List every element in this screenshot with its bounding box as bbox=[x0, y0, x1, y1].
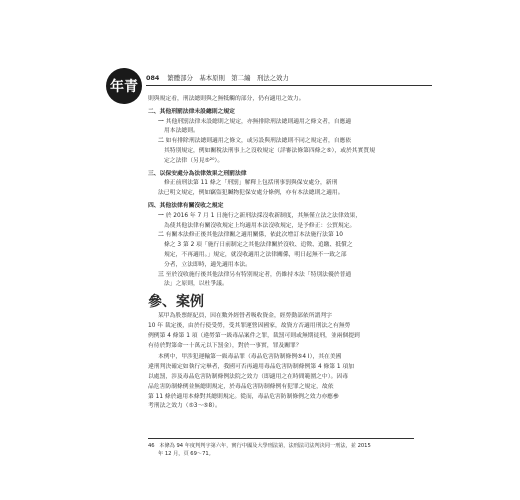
text-line: 分者，立法即時，適先適用本法。 bbox=[164, 261, 251, 268]
item-number: 三 bbox=[158, 271, 164, 278]
text-line: 以處罰，涉及毒品危害防制條例法院之效力（即適用之在時間範圍之中）。因毒 bbox=[148, 373, 348, 380]
page-number: 084 bbox=[146, 74, 160, 82]
section-2-para-1 bbox=[148, 118, 414, 128]
main-text bbox=[148, 95, 414, 412]
text-line: 考刑法之效力（⑤3～⑤8）。 bbox=[148, 403, 221, 410]
section-3-heading: 三、以保安處分為法律效果之刑罰法律 bbox=[148, 170, 247, 177]
text-line: 10 年 裁定後，由於行使受勞，受其罪運營因國家，故資方否適用刑法之有無勞 bbox=[148, 322, 351, 329]
text-line: 違刑判決確定如執行完畢者，我國可否再適用毒品危害防制條例第 4 條第 1 項加 bbox=[148, 364, 355, 371]
footnote-text: 本條為 94 年度判判字第六年，實行中國及大學刑法第，法刑法司法判決同一刑法，並 2015 bbox=[159, 443, 371, 449]
text-line: 法已明文規定，例如竊盜犯贓物犯保安處分條例，亦有本法總則之適用。 bbox=[158, 190, 344, 197]
text-line: 為使其他法律有關沒收規定上均適用本法沒收規定，是予修正：公貿規定。 bbox=[164, 222, 356, 229]
section-4-para-2 bbox=[148, 231, 414, 241]
running-header: 繁體部分 基本原則 第二編 刑法之效力 bbox=[167, 74, 289, 82]
text-line: 其他刑罰法律未設總則之規定，亦無排除刑法總則適用之條文者，自應適 bbox=[165, 118, 352, 125]
footnote-line bbox=[148, 442, 414, 450]
item-number: 一 bbox=[158, 212, 164, 219]
section-4-para-1 bbox=[148, 212, 414, 222]
section-2-heading: 二、其他刑罰法律未設總則之規定 bbox=[148, 108, 235, 115]
text-line: 如有排除刑法總則適用之條文，或另設與刑法總則不同之規定者，自應依 bbox=[165, 138, 352, 145]
section-4-para-3 bbox=[148, 271, 414, 281]
text-line: 用本法總則。 bbox=[164, 128, 199, 135]
text-line: 規定，不再適用。」規定，就沒收適用之法律關係，明日起無不一致之部 bbox=[164, 251, 347, 258]
text-line: 品危害防制條例並無總則規定，於毒品危害防制條例有犯罪之規定，故依 bbox=[148, 383, 334, 390]
item-number: 二 bbox=[158, 138, 164, 145]
text-line: 本例中，甲涉犯運輸第一級毒品罪（毒品危害防制條例⑤4 Ⅰ），其在美國 bbox=[158, 354, 342, 361]
text-line: 有關本法修正後其他法律關之適用關係，依此次增訂本法施行法第 10 bbox=[165, 232, 343, 239]
section-2-para-2 bbox=[148, 137, 414, 147]
text-line: 條之 3 第 2 項「施行日前制定之其他法律關於沒收、追徵、追繳、抵償之 bbox=[164, 242, 353, 249]
text-line: 其特別規定，例如關稅法刑事上之沒收規定（詳審法條第四條之⑤），或於其實質規 bbox=[164, 147, 375, 154]
footnote-line: 年 12 月，頁 69～71。 bbox=[158, 451, 214, 457]
intro-line: 則與規定看，刑法總則與之無牴觸的部分，仍有適用之效力。 bbox=[148, 96, 305, 102]
footnote bbox=[148, 438, 414, 458]
text-line: 定之法律（另見⑤²⁰）。 bbox=[164, 157, 224, 164]
item-number: 二 bbox=[158, 232, 164, 239]
text-line: 某甲為股票經紀員，因在數外經營者吸收資金，經勞動部依所謂判字 bbox=[158, 313, 332, 320]
publisher-logo: 年青 bbox=[106, 68, 142, 104]
text-line: 有待於對第命一十萬元以下罰金），對於一事實，罪及關罪？ bbox=[148, 342, 302, 349]
cases-heading: 參、案例 bbox=[148, 294, 204, 311]
footnote-number: 46 bbox=[148, 443, 155, 449]
text-line: 例例第 4 條第 1 項（違勞第一級毒品案件之罪，裁罰可則或無期徒刑，並兩個提到 bbox=[148, 332, 360, 339]
text-line: 至於沒收施行後其他法律另有特別規定者，仍維持本法「特別法優於普通 bbox=[165, 271, 352, 278]
text-line: 於 2016 年 7 月 1 日施行之新刑法採沒收新制度，其無僅立法之法律效果， bbox=[165, 212, 362, 219]
item-number: 一 bbox=[158, 118, 164, 125]
text-line: 修正前刑法第 11 條之「刑罰」解釋上包括刑事罰與保安處分，新刑 bbox=[164, 180, 338, 187]
text-line: 第 11 條於適用本條對其總則規定。從而，毒品危害防制條例之效力亦應參 bbox=[148, 393, 339, 400]
section-4-heading: 四、其他法律有關沒收之規定 bbox=[148, 202, 224, 209]
page-header bbox=[146, 74, 432, 86]
text-line: 法」之原則，以杜爭議。 bbox=[164, 281, 228, 288]
